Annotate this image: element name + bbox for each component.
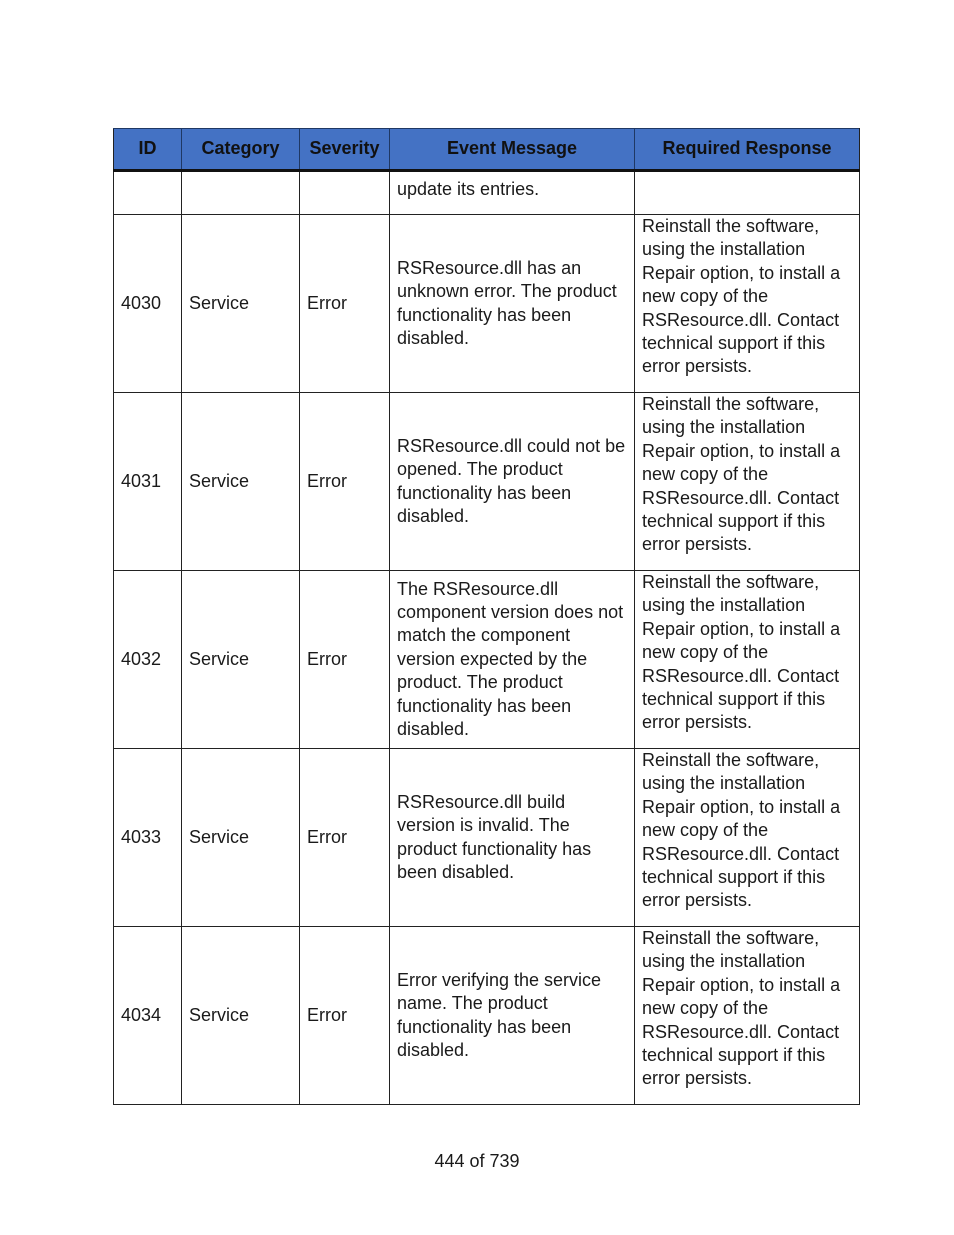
cell-required-response (635, 171, 860, 215)
header-event-message: Event Message (390, 129, 635, 171)
table-body (114, 171, 860, 1105)
table-row (114, 927, 860, 1105)
cell-id: 4032 (114, 571, 182, 749)
cell-id: 4033 (114, 749, 182, 927)
header-severity: Severity (300, 129, 390, 171)
table-row (114, 215, 860, 393)
event-table (113, 128, 860, 1105)
cell-required-response: Reinstall the software, using the installation Repair option, to install a new copy of the RSResource.dll. Contact technical support if this error persists. (635, 215, 860, 393)
cell-category: Service (182, 393, 300, 571)
cell-category: Service (182, 215, 300, 393)
table-header (114, 129, 860, 171)
cell-category: Service (182, 571, 300, 749)
cell-event-message: The RSResource.dll component version does not match the component version expected by the product. The product functionality has been disabled. (390, 571, 635, 749)
table-row (114, 571, 860, 749)
cell-required-response: Reinstall the software, using the installation Repair option, to install a new copy of the RSResource.dll. Contact technical support if this error persists. (635, 571, 860, 749)
cell-category: Service (182, 749, 300, 927)
cell-id: 4030 (114, 215, 182, 393)
page-number: 444 of 739 (434, 1151, 520, 1171)
cell-category: Service (182, 927, 300, 1105)
cell-id (114, 171, 182, 215)
cell-event-message: Error verifying the service name. The product functionality has been disabled. (390, 927, 635, 1105)
cell-event-message: update its entries. (390, 171, 635, 215)
cell-severity: Error (300, 749, 390, 927)
header-id: ID (114, 129, 182, 171)
cell-severity: Error (300, 571, 390, 749)
cell-category (182, 171, 300, 215)
header-required-response: Required Response (635, 129, 860, 171)
header-category: Category (182, 129, 300, 171)
header-row (114, 129, 860, 171)
cell-required-response: Reinstall the software, using the installation Repair option, to install a new copy of the RSResource.dll. Contact technical support if this error persists. (635, 393, 860, 571)
cell-required-response: Reinstall the software, using the installation Repair option, to install a new copy of the RSResource.dll. Contact technical support if this error persists. (635, 927, 860, 1105)
cell-id: 4034 (114, 927, 182, 1105)
cell-severity: Error (300, 215, 390, 393)
cell-severity (300, 171, 390, 215)
cell-event-message: RSResource.dll build version is invalid. The product functionality has been disabled. (390, 749, 635, 927)
cell-event-message: RSResource.dll has an unknown error. The product functionality has been disabled. (390, 215, 635, 393)
table-row (114, 393, 860, 571)
cell-event-message: RSResource.dll could not be opened. The product functionality has been disabled. (390, 393, 635, 571)
continuation-row (114, 171, 860, 215)
cell-severity: Error (300, 927, 390, 1105)
event-table-container (113, 128, 859, 1105)
cell-severity: Error (300, 393, 390, 571)
cell-id: 4031 (114, 393, 182, 571)
table-row (114, 749, 860, 927)
cell-required-response: Reinstall the software, using the installation Repair option, to install a new copy of the RSResource.dll. Contact technical support if this error persists. (635, 749, 860, 927)
